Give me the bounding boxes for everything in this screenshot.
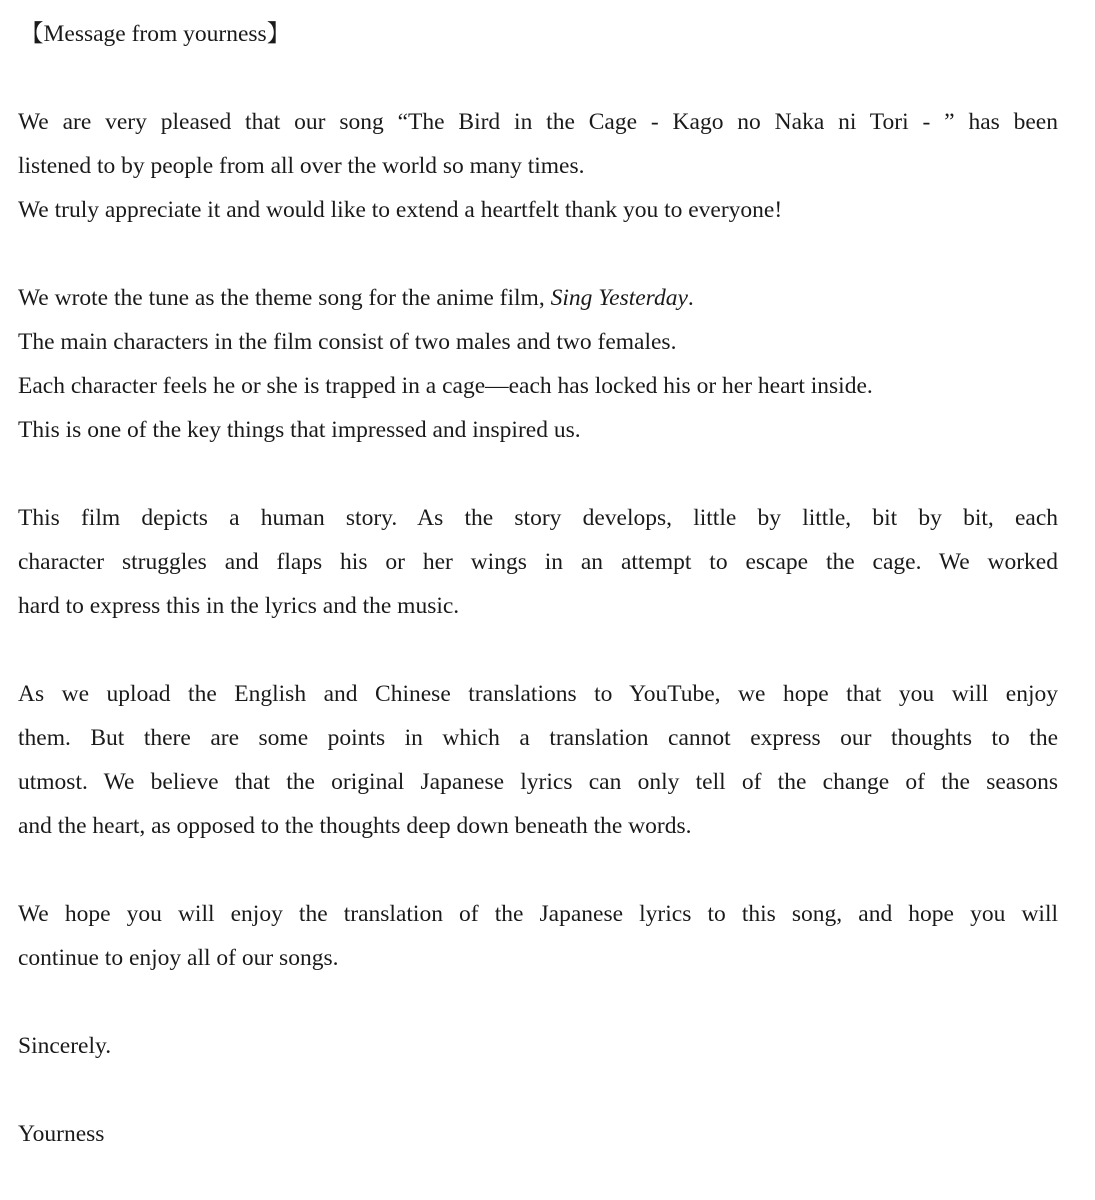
paragraph-enjoy bbox=[18, 892, 1058, 980]
paragraph-line: As we upload the English and Chinese translations to YouTube, we hope that you will enjoy bbox=[18, 681, 1058, 707]
paragraph-line: them. But there are some points in which a translation cannot express our thoughts to the bbox=[18, 725, 1058, 751]
paragraph-line: This is one of the key things that impressed and inspired us. bbox=[18, 417, 581, 443]
spacer bbox=[18, 848, 1058, 892]
film-title: Sing Yesterday bbox=[550, 285, 688, 311]
paragraph-line: The main characters in the film consist of two males and two females. bbox=[18, 329, 677, 355]
paragraph-line: listened to by people from all over the world so many times. bbox=[18, 153, 585, 179]
message-document bbox=[18, 12, 1058, 1156]
paragraph-thanks bbox=[18, 100, 1058, 232]
paragraph-line: hard to express this in the lyrics and the music. bbox=[18, 593, 460, 619]
paragraph-line: utmost. We believe that the original Japanese lyrics can only tell of the change of the seasons bbox=[18, 769, 1058, 795]
signature: Yourness bbox=[18, 1121, 105, 1147]
spacer bbox=[18, 56, 1058, 100]
paragraph-line: We are very pleased that our song “The Bird in the Cage - Kago no Naka ni Tori - ” has been bbox=[18, 109, 1058, 135]
paragraph-line bbox=[18, 276, 1058, 320]
spacer bbox=[18, 1068, 1058, 1112]
spacer bbox=[18, 232, 1058, 276]
paragraph-line: continue to enjoy all of our songs. bbox=[18, 945, 339, 971]
spacer bbox=[18, 628, 1058, 672]
line-text: We wrote the tune as the theme song for the anime film, bbox=[18, 285, 551, 311]
paragraph-line: We truly appreciate it and would like to extend a heartfelt thank you to everyone! bbox=[18, 197, 783, 223]
spacer bbox=[18, 452, 1058, 496]
paragraph-line: and the heart, as opposed to the thoughts deep down beneath the words. bbox=[18, 813, 692, 839]
paragraph-story bbox=[18, 496, 1058, 628]
paragraph-translations bbox=[18, 672, 1058, 848]
paragraph-line: We hope you will enjoy the translation of the Japanese lyrics to this song, and hope you will bbox=[18, 901, 1058, 927]
document-title: 【Message from yourness】 bbox=[20, 21, 291, 47]
line-text: . bbox=[687, 285, 694, 311]
closing: Sincerely. bbox=[18, 1033, 112, 1059]
paragraph-line: Each character feels he or she is trapped in a cage—each has locked his or her heart inside. bbox=[18, 373, 873, 399]
spacer bbox=[18, 980, 1058, 1024]
paragraph-theme-song bbox=[18, 276, 1058, 452]
paragraph-line: This film depicts a human story. As the story develops, little by little, bit by bit, each bbox=[18, 505, 1058, 531]
paragraph-line: character struggles and flaps his or her wings in an attempt to escape the cage. We worked bbox=[18, 549, 1058, 575]
